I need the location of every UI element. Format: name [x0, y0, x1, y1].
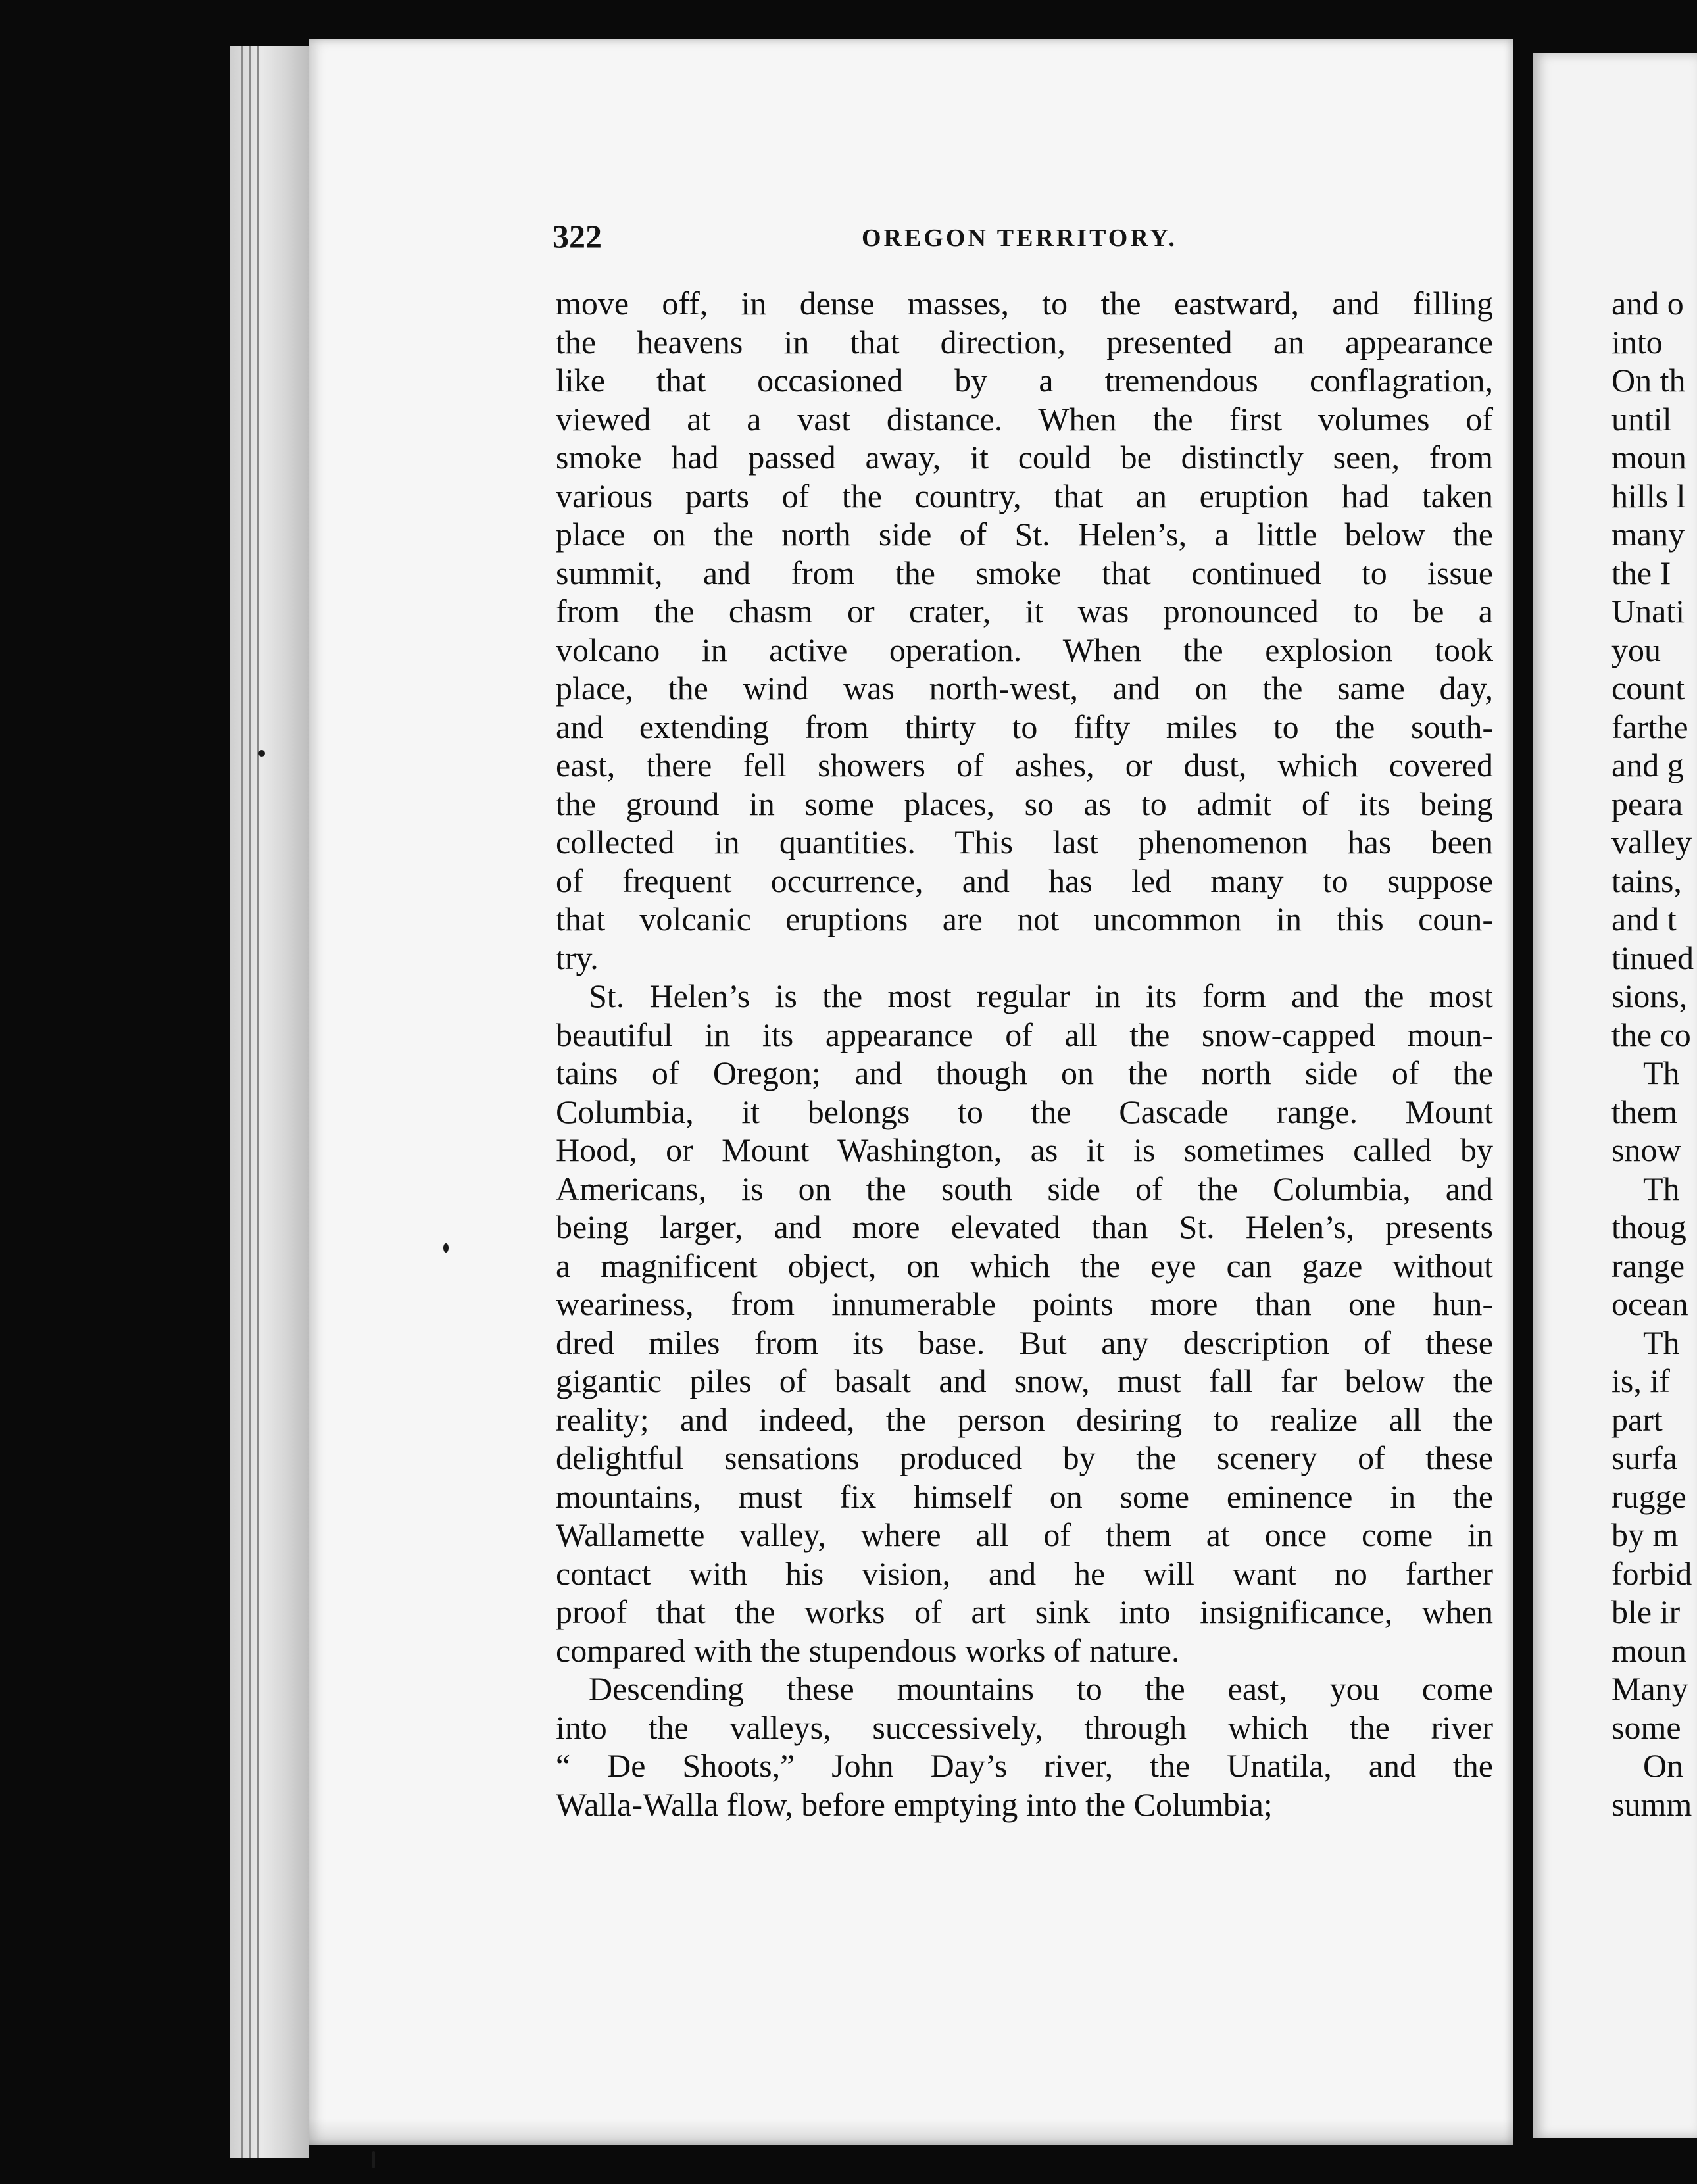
facing-page-line: peara	[1611, 785, 1683, 822]
facing-page-line: you	[1611, 631, 1661, 668]
paragraph	[556, 977, 1493, 1670]
text-line: a magnificent object, on which the eye can gaze without	[556, 1247, 1493, 1284]
text-line: summit, and from the smoke that continued to issue	[556, 554, 1493, 591]
facing-page-line: ble ir	[1611, 1593, 1681, 1630]
text-line: into the valleys, successively, through which the river	[556, 1708, 1493, 1746]
body-text	[556, 284, 1493, 1824]
text-line: the ground in some places, so as to admit of its being	[556, 785, 1493, 822]
text-line: like that occasioned by a tremendous conflagration,	[556, 362, 1493, 399]
text-line: the heavens in that direction, presented an appearance	[556, 323, 1493, 360]
facing-page-line: some	[1611, 1708, 1681, 1746]
facing-page-line: them	[1611, 1093, 1677, 1130]
facing-page-text	[1611, 284, 1697, 1824]
text-line: viewed at a vast distance. When the first volumes of	[556, 400, 1493, 437]
text-line: place on the north side of St. Helen’s, a little below the	[556, 516, 1493, 553]
text-line: smoke had passed away, it could be distinctly seen, from	[556, 439, 1493, 476]
facing-page-line: sions,	[1611, 978, 1688, 1014]
facing-page-line: On th	[1611, 362, 1686, 399]
text-line: contact with his vision, and he will want no farther	[556, 1554, 1493, 1592]
film-edge	[230, 46, 309, 2158]
facing-page-line: and t	[1611, 901, 1677, 937]
facing-page-line: summ	[1611, 1785, 1692, 1823]
scan-speck	[443, 1243, 449, 1253]
text-line: Wallamette valley, where all of them at once come in	[556, 1516, 1493, 1553]
text-line: try.	[556, 939, 599, 976]
running-head: OREGON TERRITORY.	[862, 224, 1177, 252]
text-line: from the chasm or crater, it was pronounced to be a	[556, 593, 1493, 630]
text-line: proof that the works of art sink into insignificance, when	[556, 1593, 1493, 1630]
scan-speck	[372, 2151, 375, 2168]
facing-page-line: valley	[1611, 824, 1692, 860]
facing-page-line: range	[1611, 1247, 1685, 1284]
facing-page-line: Unati	[1611, 593, 1685, 630]
facing-page-line: many	[1611, 516, 1685, 553]
facing-page-line: hills l	[1611, 477, 1686, 514]
facing-page-line: the I	[1611, 554, 1671, 591]
facing-page-line: by m	[1611, 1516, 1679, 1553]
facing-page-line: into	[1611, 323, 1663, 360]
text-line: place, the wind was north-west, and on the same day,	[556, 670, 1493, 707]
text-line: gigantic piles of basalt and snow, must fall far below the	[556, 1362, 1493, 1399]
paragraph	[556, 284, 1493, 977]
text-line: reality; and indeed, the person desiring to realize all the	[556, 1401, 1493, 1438]
text-line: weariness, from innumerable points more than one hun-	[556, 1285, 1493, 1322]
facing-page-line: thoug	[1611, 1208, 1686, 1245]
text-line: compared with the stupendous works of nature.	[556, 1631, 1180, 1669]
facing-page-line: is, if	[1611, 1362, 1670, 1399]
text-line: “ De Shoots,” John Day’s river, the Unatila, and the	[556, 1747, 1493, 1784]
facing-page-line: moun	[1611, 439, 1686, 476]
text-line: mountains, must fix himself on some eminence in the	[556, 1477, 1493, 1515]
facing-page-line: rugge	[1611, 1477, 1686, 1515]
text-line: various parts of the country, that an eruption had taken	[556, 477, 1493, 514]
film-stripe	[249, 46, 251, 2158]
text-line: move off, in dense masses, to the eastward, and filling	[556, 285, 1493, 322]
facing-page-line: and o	[1611, 285, 1684, 322]
film-stripe	[257, 46, 259, 2158]
text-line: and extending from thirty to fifty miles to the south-	[556, 708, 1493, 745]
text-line: Hood, or Mount Washington, as it is sometimes called by	[556, 1131, 1493, 1168]
text-line: dred miles from its base. But any description of these	[556, 1324, 1493, 1361]
text-line: delightful sensations produced by the scenery of these	[556, 1439, 1493, 1476]
facing-page-line: tinued	[1611, 939, 1694, 976]
paragraph	[556, 1670, 1493, 1824]
facing-page-line: Many	[1611, 1670, 1688, 1707]
facing-page-line: snow	[1611, 1131, 1681, 1168]
text-line: Descending these mountains to the east, you come	[589, 1670, 1493, 1707]
film-stripe	[241, 46, 243, 2158]
text-line: St. Helen’s is the most regular in its form and the most	[589, 978, 1493, 1014]
facing-page-line: part	[1611, 1401, 1663, 1438]
facing-page-line: until	[1611, 400, 1672, 437]
text-line: volcano in active operation. When the explosion took	[556, 631, 1493, 668]
text-line: east, there fell showers of ashes, or dust, which covered	[556, 747, 1493, 783]
facing-page-line: Th	[1643, 1170, 1680, 1207]
text-line: that volcanic eruptions are not uncommon in this coun-	[556, 901, 1493, 937]
scan-speck	[258, 750, 265, 757]
text-line: Walla-Walla flow, before emptying into the Columbia;	[556, 1785, 1273, 1823]
facing-page-line: farthe	[1611, 708, 1688, 745]
facing-page-line: count	[1611, 670, 1685, 707]
facing-page-line: Th	[1643, 1055, 1680, 1091]
text-line: of frequent occurrence, and has led many to suppose	[556, 862, 1493, 899]
page-shadow	[309, 2118, 1513, 2145]
text-line: Americans, is on the south side of the Columbia, and	[556, 1170, 1493, 1207]
facing-page-line: and g	[1611, 747, 1684, 783]
facing-page-line: moun	[1611, 1631, 1686, 1669]
facing-page-line: forbid	[1611, 1554, 1692, 1592]
facing-page-line: surfa	[1611, 1439, 1677, 1476]
facing-page	[1533, 53, 1697, 2138]
text-line: being larger, and more elevated than St. Helen’s, presents	[556, 1208, 1493, 1245]
page-number: 322	[553, 218, 602, 255]
text-line: tains of Oregon; and though on the north side of the	[556, 1055, 1493, 1091]
page-header	[553, 217, 1500, 257]
text-line: Columbia, it belongs to the Cascade range. Mount	[556, 1093, 1493, 1130]
facing-page-line: ocean	[1611, 1285, 1688, 1322]
text-line: beautiful in its appearance of all the snow-capped moun-	[556, 1016, 1493, 1053]
text-line: collected in quantities. This last phenomenon has been	[556, 824, 1493, 860]
facing-page-line: tains,	[1611, 862, 1682, 899]
facing-page-line: the co	[1611, 1016, 1691, 1053]
facing-page-line: Th	[1643, 1324, 1680, 1361]
facing-page-line: On	[1643, 1747, 1684, 1784]
